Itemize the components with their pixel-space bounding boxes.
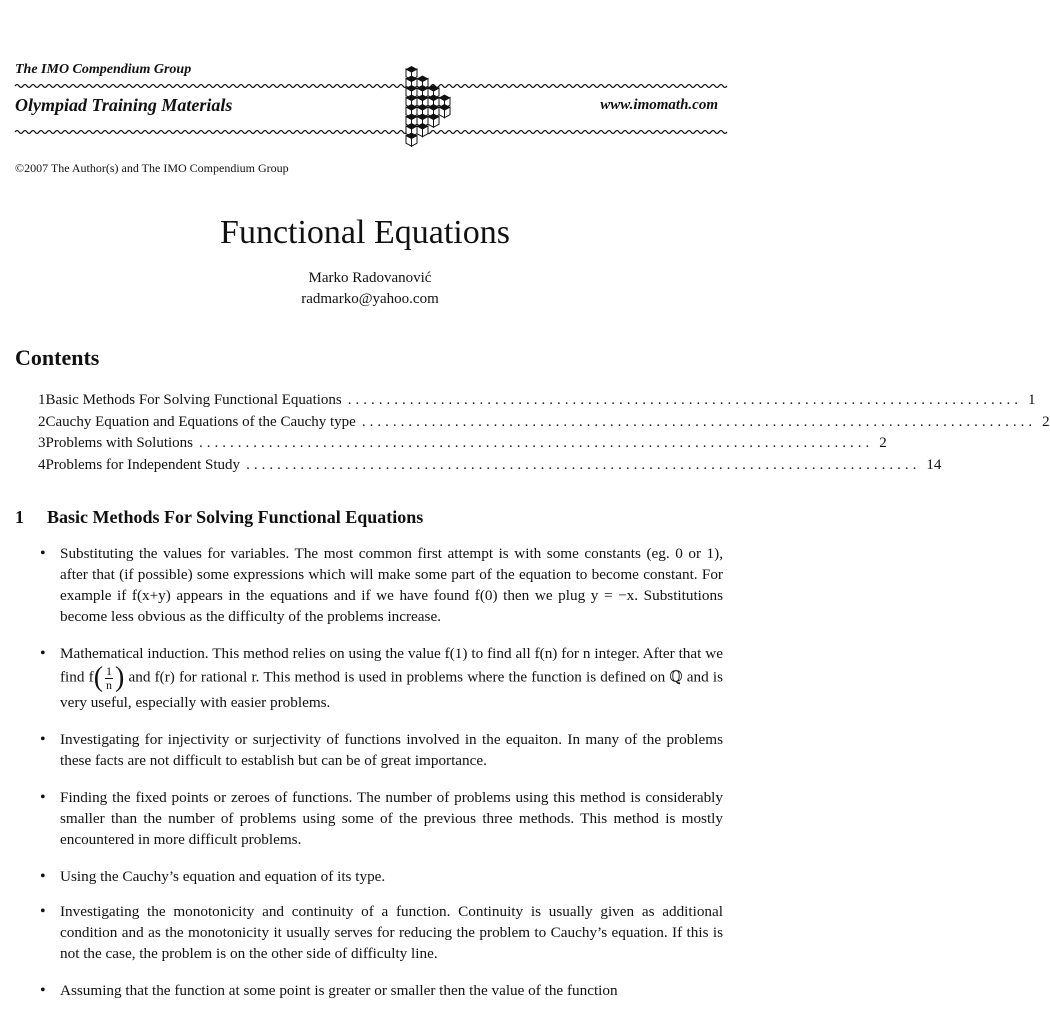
toc-page: 2 — [879, 435, 887, 451]
toc-entry[interactable] — [38, 435, 887, 457]
toc-title[interactable]: Cauchy Equation and Equations of the Cauchy type — [45, 413, 356, 430]
method-text: and f(r) for rational r. This method is used in problems where the function is defined on ℚ and is very useful, especially with easier problems. — [60, 668, 723, 711]
method-text: Finding the fixed points or zeroes of functions. The number of problems using this method is considerably smaller than the number of problems using some of the previous three methods. This method is mostly encountered in more difficult problems. — [60, 789, 723, 848]
document-title: Functional Equations — [220, 214, 510, 251]
list-item — [40, 787, 723, 850]
toc-title[interactable]: Basic Methods For Solving Functional Equations — [45, 392, 342, 408]
left-paren: ( — [93, 662, 104, 693]
section-heading — [15, 507, 423, 528]
toc-page: 1 — [1028, 392, 1036, 408]
cube-staircase-logo — [404, 64, 484, 150]
toc-page: 2 — [1042, 413, 1050, 430]
toc-entry[interactable] — [38, 456, 942, 479]
section-title: Basic Methods For Solving Functional Equations — [47, 507, 424, 527]
page-header — [0, 0, 768, 160]
materials-title: Olympiad Training Materials — [15, 95, 233, 115]
list-item — [40, 643, 723, 713]
right-paren: ) — [115, 662, 125, 693]
method-text: Substituting the values for variables. The most common first attempt is with some constants (eg. 0 or 1), after that (if possible) some expressions which will make some part of the equation to become constant. For example if f(x+y) appears in the equations and if we have found f(0) then we plug y = −x. Substitutions become less obvious as the difficulty of the problems increase. — [60, 545, 723, 625]
toc-leader-dots: ....................................................................................... — [199, 435, 874, 451]
list-item — [40, 543, 723, 627]
list-item — [40, 729, 723, 771]
toc-title[interactable]: Problems for Independent Study — [45, 456, 241, 473]
toc-number: 2 — [38, 413, 46, 430]
fraction-expression — [94, 664, 125, 692]
website-link[interactable]: www.imomath.com — [600, 97, 718, 113]
table-of-contents — [38, 392, 1050, 478]
list-item — [40, 980, 723, 1001]
wavy-rule-top — [15, 81, 725, 91]
toc-leader-dots: ....................................................................................... — [347, 392, 1022, 408]
group-name: The IMO Compendium Group — [15, 62, 192, 77]
author-email[interactable]: radmarko@yahoo.com — [301, 291, 439, 307]
toc-title[interactable]: Problems with Solutions — [45, 435, 194, 451]
method-text: Investigating for injectivity or surjectivity of functions involved in the equaiton. In many of the problems these facts are not difficult to establish but can be of great importance. — [60, 731, 723, 769]
toc-number: 3 — [38, 435, 46, 451]
section-number: 1 — [15, 507, 24, 527]
method-text: Mathematical induction. This method relies on using the value f(1) to find all f(n) for n integer. After that we find f — [60, 645, 723, 686]
toc-number: 1 — [38, 392, 46, 408]
contents-heading: Contents — [15, 345, 100, 370]
toc-leader-dots: ....................................................................................... — [246, 456, 921, 473]
toc-number: 4 — [38, 456, 46, 473]
list-item — [40, 866, 723, 887]
author-name: Marko Radovanović — [308, 270, 432, 286]
method-text: Assuming that the function at some point is greater or smaller then the value of the function — [60, 982, 618, 999]
toc-entry[interactable] — [38, 413, 1050, 436]
list-item — [40, 901, 723, 964]
methods-list — [40, 543, 723, 1017]
toc-entry[interactable] — [38, 392, 1036, 414]
wavy-rule-bottom — [15, 127, 725, 137]
fraction-numerator: 1 — [106, 663, 113, 678]
fraction-denominator: n — [106, 677, 113, 692]
fraction — [103, 665, 115, 692]
toc-page: 14 — [926, 456, 942, 473]
method-text: Using the Cauchy’s equation and equation of its type. — [60, 868, 386, 885]
copyright-notice: ©2007 The Author(s) and The IMO Compendium Group — [15, 161, 289, 175]
toc-leader-dots: ....................................................................................... — [361, 413, 1037, 430]
method-text: Investigating the monotonicity and continuity of a function. Continuity is usually given as additional condition and as the monotonicity it usually serves for reducing the problem to Cauchy’s equation. If this is not the case, the problem is on the other side of difficulty line. — [60, 903, 723, 962]
